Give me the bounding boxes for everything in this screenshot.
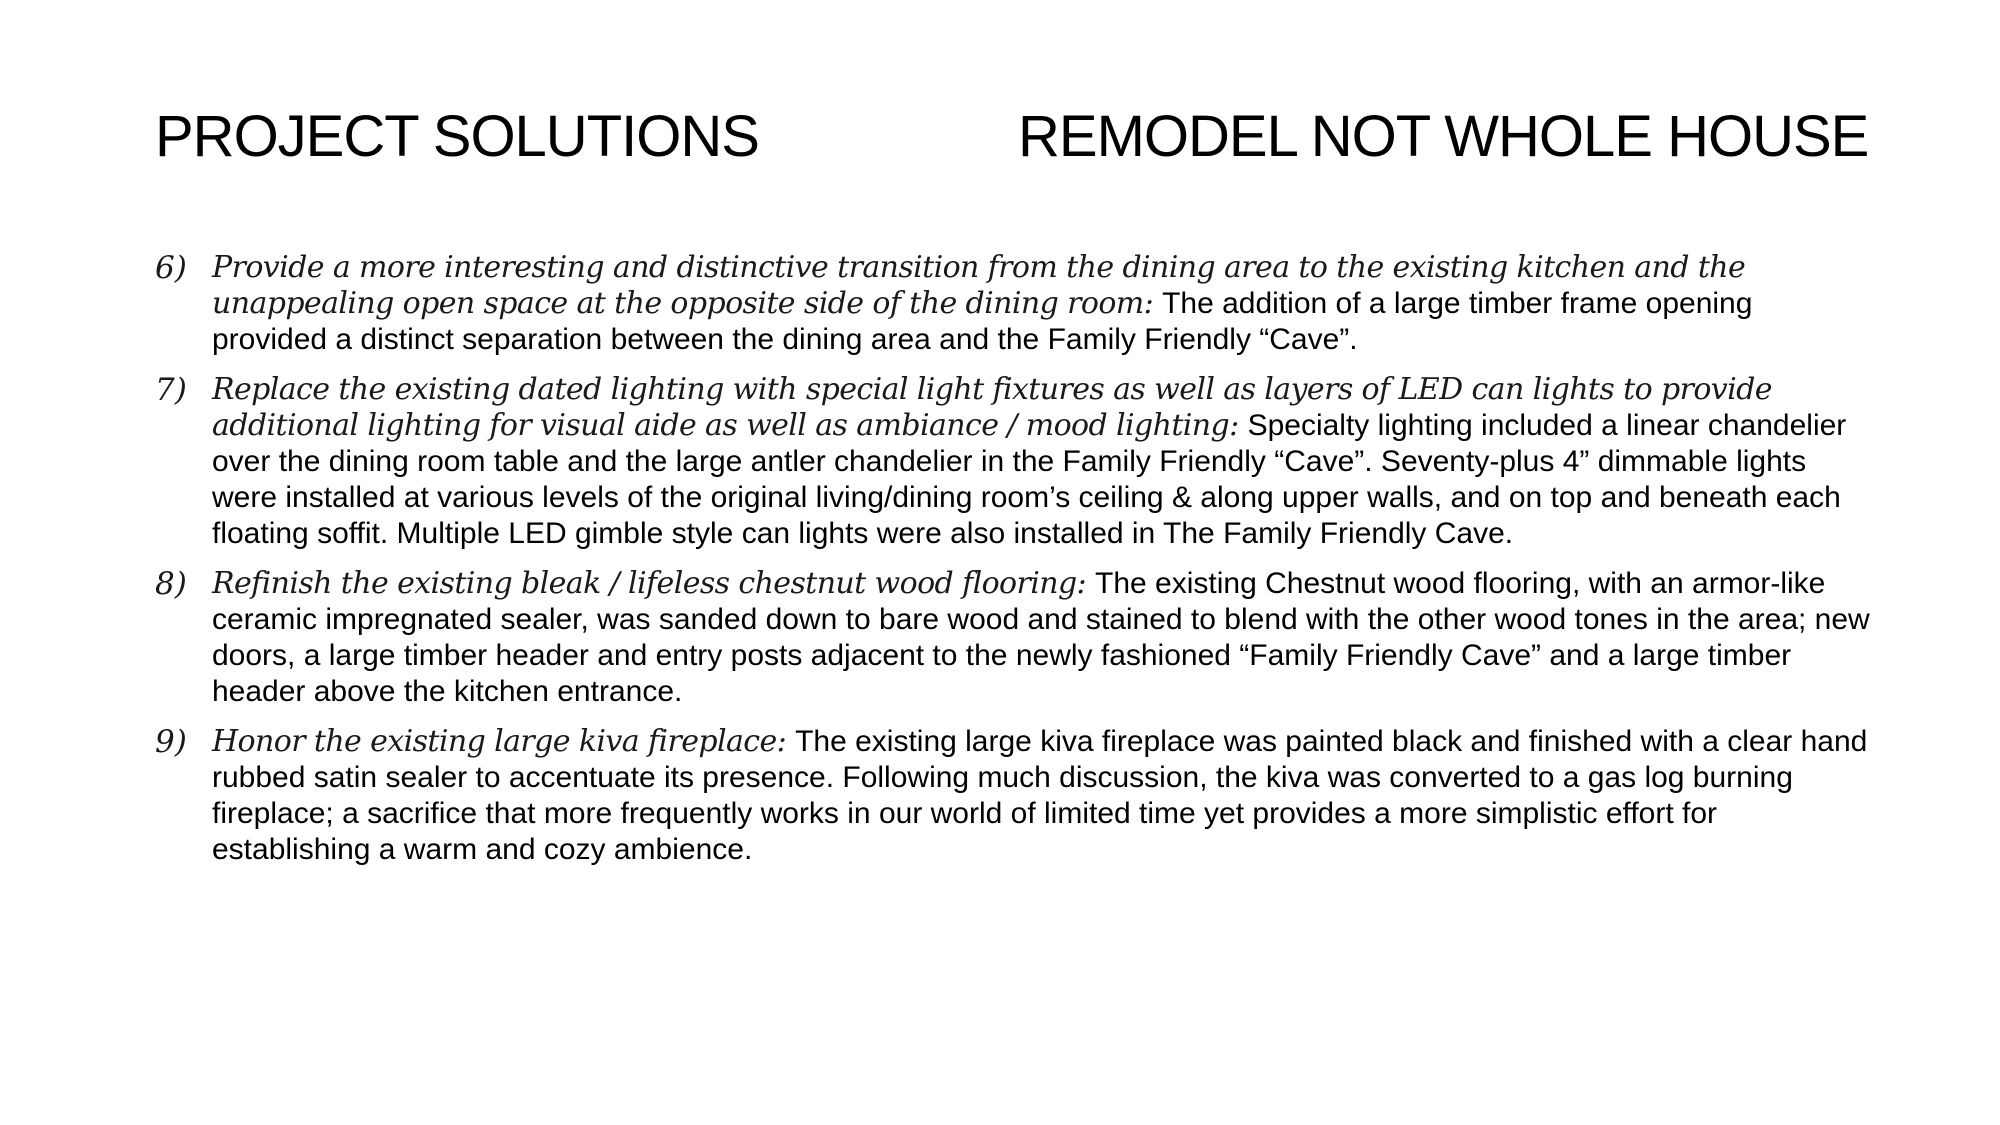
- item-heading: Honor the existing large kiva fireplace:: [212, 724, 796, 759]
- solutions-list: [155, 250, 1875, 882]
- slide-title: PROJECT SOLUTIONS: [155, 104, 759, 169]
- list-item: [155, 724, 1875, 868]
- item-number: 7): [155, 372, 187, 408]
- item-number: 8): [155, 566, 187, 602]
- item-heading: Provide a more interesting and distinctive transition from the dining area to the existing kitchen and the unappealing open space at the opposite side of the dining room:: [212, 250, 1746, 321]
- item-body: The addition of a large timber frame opening provided a distinct separation between the dining area and the Family Friendly “Cave”.: [212, 287, 1753, 356]
- slide-subtitle: REMODEL NOT WHOLE HOUSE: [1018, 104, 1869, 169]
- list-item: [155, 566, 1875, 710]
- item-number: 6): [155, 250, 187, 286]
- list-item: [155, 372, 1875, 552]
- item-body: Specialty lighting included a linear chandelier over the dining room table and the large antler chandelier in the Family Friendly “Cave”. Seventy-plus 4” dimmable lights were installed at various levels of the original living/dining room’s ceiling & along upper walls, and on top and beneath each floating soffit. Multiple LED gimble style can lights were also installed in The Family Friendly Cave.: [212, 409, 1847, 550]
- item-body: The existing Chestnut wood flooring, with an armor-like ceramic impregnated sealer, was sanded down to bare wood and stained to blend with the other wood tones in the area; new doors, a large timber header and entry posts adjacent to the newly fashioned “Family Friendly Cave” and a large timber header above the kitchen entrance.: [212, 567, 1870, 708]
- item-heading: Replace the existing dated lighting with special light fixtures as well as layers of LED can lights to provide additional lighting for visual aide as well as ambiance / mood lighting:: [212, 372, 1772, 443]
- item-heading: Refinish the existing bleak / lifeless chestnut wood flooring:: [212, 566, 1096, 601]
- item-body: The existing large kiva fireplace was painted black and finished with a clear hand rubbed satin sealer to accentuate its presence. Following much discussion, the kiva was converted to a gas log burning fireplace; a sacrifice that more frequently works in our world of limited time yet provides a more simplistic effort for establishing a warm and cozy ambience.: [212, 725, 1868, 866]
- item-number: 9): [155, 724, 187, 760]
- list-item: [155, 250, 1875, 358]
